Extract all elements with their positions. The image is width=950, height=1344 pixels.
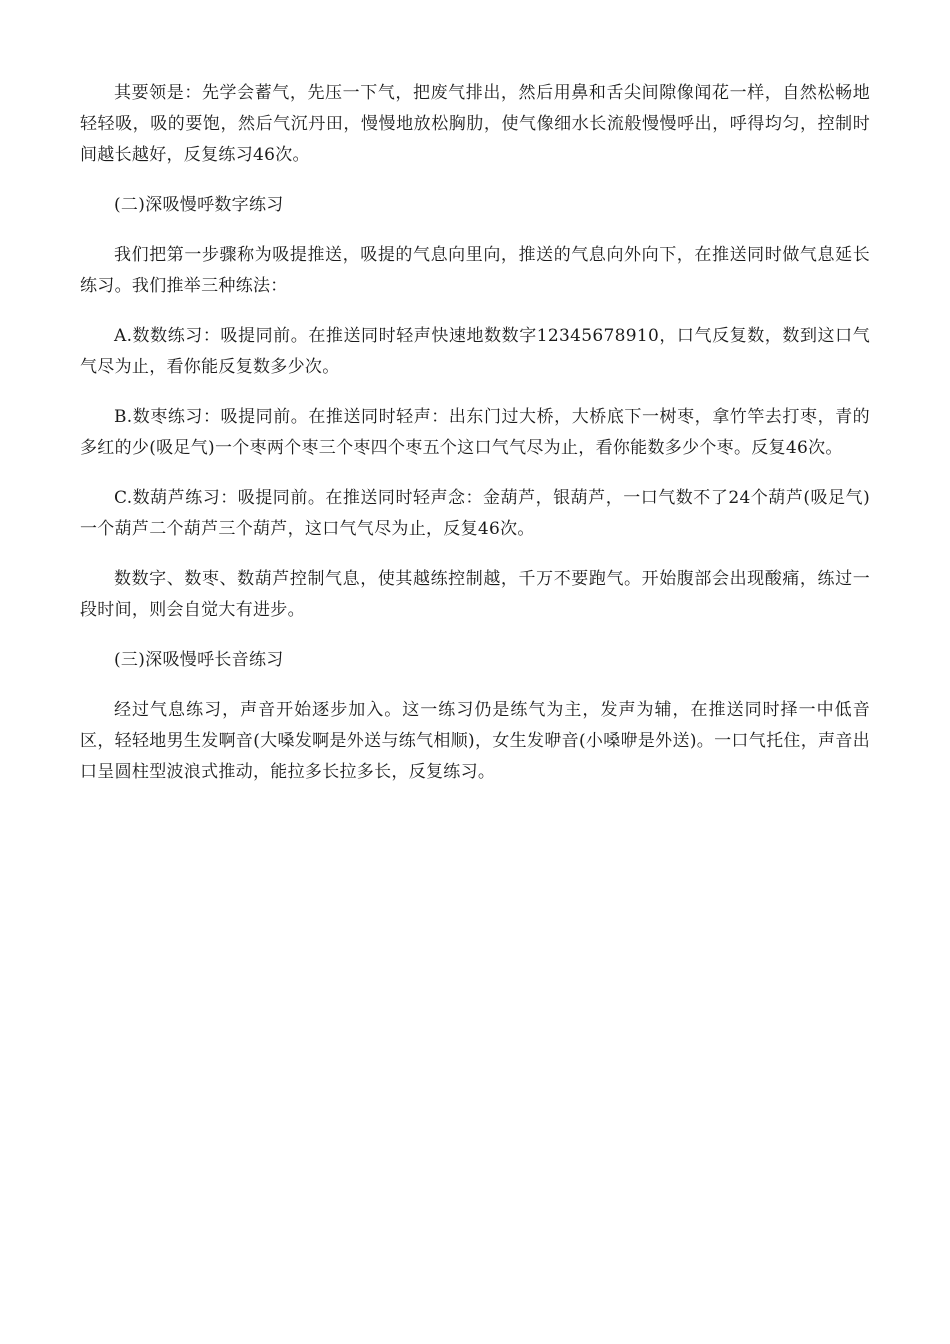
document-body	[80, 78, 870, 807]
paragraph-exercise-c-gourds: C.数葫芦练习：吸提同前。在推送同时轻声念：金葫芦，银葫芦，一口气数不了24个葫芦(吸足气)一个葫芦二个葫芦三个葫芦，这口气气尽为止，反复46次。	[80, 488, 870, 539]
paragraph-long-tone-description: 经过气息练习，声音开始逐步加入。这一练习仍是练气为主，发声为辅，在推送同时择一中低音区，轻轻地男生发啊音(大嗓发啊是外送与练气相顺)，女生发咿音(小嗓咿是外送)。一口气托住，声音出口呈圆柱型波浪式推动，能拉多长拉多长，反复练习。	[80, 700, 870, 782]
paragraph-inhale-push-intro: 我们把第一步骤称为吸提推送，吸提的气息向里向，推送的气息向外向下，在推送同时做气息延长练习。我们推举三种练法：	[80, 245, 870, 296]
paragraph-breath-control-note: 数数字、数枣、数葫芦控制气息，使其越练控制越，千万不要跑气。开始腹部会出现酸痛，练过一段时间，则会自觉大有进步。	[80, 569, 870, 620]
paragraph-exercise-a-numbers: A.数数练习：吸提同前。在推送同时轻声快速地数数字12345678910，口气反复数，数到这口气气尽为止，看你能反复数多少次。	[80, 326, 870, 377]
paragraph-exercise-b-dates: B.数枣练习：吸提同前。在推送同时轻声：出东门过大桥，大桥底下一树枣，拿竹竿去打枣，青的多红的少(吸足气)一个枣两个枣三个枣四个枣五个这口气气尽为止，看你能数多少个枣。反复46次。	[80, 407, 870, 458]
section-heading-counting-practice: (二)深吸慢呼数字练习	[114, 195, 284, 215]
paragraph-breathing-essentials: 其要领是：先学会蓄气，先压一下气，把废气排出，然后用鼻和舌尖间隙像闻花一样，自然松畅地轻轻吸，吸的要饱，然后气沉丹田，慢慢地放松胸肋，使气像细水长流般慢慢呼出，呼得均匀，控制时间越长越好，反复练习46次。	[80, 83, 870, 165]
section-heading-long-tone-practice: (三)深吸慢呼长音练习	[114, 650, 284, 670]
